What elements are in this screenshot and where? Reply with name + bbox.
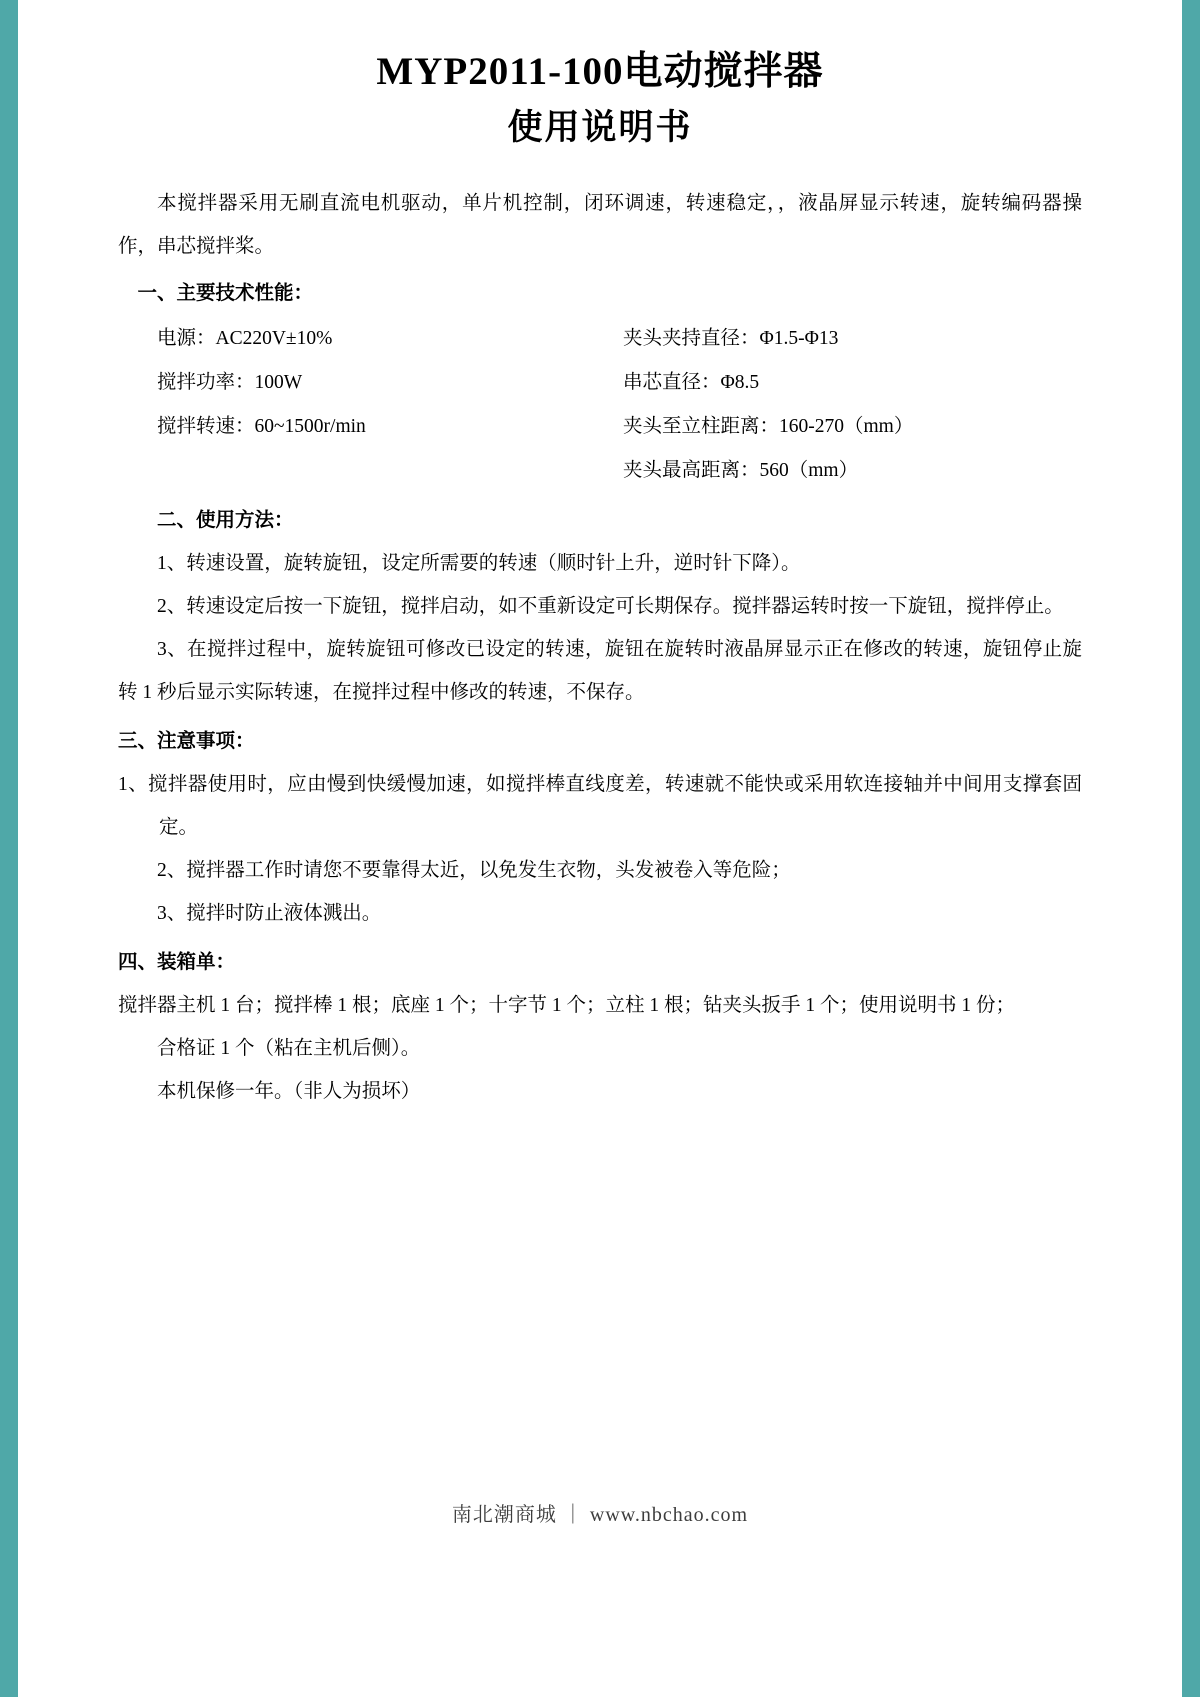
packing-list-line: 搅拌器主机 1 台；搅拌棒 1 根；底座 1 个；十字节 1 个；立柱 1 根；钻夹头扳手 1 个；使用说明书 1 份； [118,995,1016,1016]
section-heading-packing: 四、装箱单： [118,952,236,973]
spec-core-diameter: 串芯直径：Φ8.5 [623,372,760,393]
note-item-1: 1、搅拌器使用时，应由慢到快缓慢加速，如搅拌棒直线度差，转速就不能快或采用软连接轴并中间用支撑套固定。 [118,774,1082,838]
spec-table [118,317,1082,493]
spec-chuck-column-distance: 夹头至立柱距离：160-270（mm） [623,416,914,437]
note-item-3: 3、搅拌时防止液体溅出。 [157,903,382,924]
spec-column-left [118,317,623,493]
spec-column-right [623,317,1082,493]
section-heading-notes: 三、注意事项： [118,731,255,752]
usage-item-2: 2、转速设定后按一下旋钮，搅拌启动，如不重新设定可长期保存。搅拌器运转时按一下旋钮，搅拌停止。 [157,596,1064,617]
warranty-line: 本机保修一年。（非人为损坏） [157,1081,421,1102]
spec-power-supply: 电源：AC220V±10% [157,328,333,349]
spec-chuck-max-distance: 夹头最高距离：560（mm） [623,460,859,481]
doc-title-line2: 使用说明书 [507,108,693,147]
note-item-2: 2、搅拌器工作时请您不要靠得太近，以免发生衣物，头发被卷入等危险； [157,860,791,881]
spec-stir-speed: 搅拌转速：60~1500r/min [157,416,366,437]
spec-stir-power: 搅拌功率：100W [157,372,303,393]
intro-paragraph: 本搅拌器采用无刷直流电机驱动，单片机控制，闭环调速，转速稳定，，液晶屏显示转速，旋转编码器操作，串芯搅拌桨。 [118,193,1082,257]
packing-certificate-line: 合格证 1 个（粘在主机后侧）。 [157,1038,421,1059]
spec-chuck-diameter: 夹头夹持直径：Φ1.5-Φ13 [623,328,839,349]
document-page [18,0,1182,1697]
usage-item-3: 3、在搅拌过程中，旋转旋钮可修改已设定的转速，旋钮在旋转时液晶屏显示正在修改的转速，旋钮停止旋转 1 秒后显示实际转速，在搅拌过程中修改的转速，不保存。 [118,639,1082,703]
section-heading-specs: 一、主要技术性能： [137,283,314,304]
doc-title-line1: MYP2011-100电动搅拌器 [376,50,824,93]
usage-item-1: 1、转速设置，旋转旋钮，设定所需要的转速（顺时针上升，逆时针下降）。 [157,553,801,574]
page-footer: 南北潮商城 ｜ www.nbchao.com [451,1504,749,1526]
section-heading-usage: 二、使用方法： [157,510,294,531]
